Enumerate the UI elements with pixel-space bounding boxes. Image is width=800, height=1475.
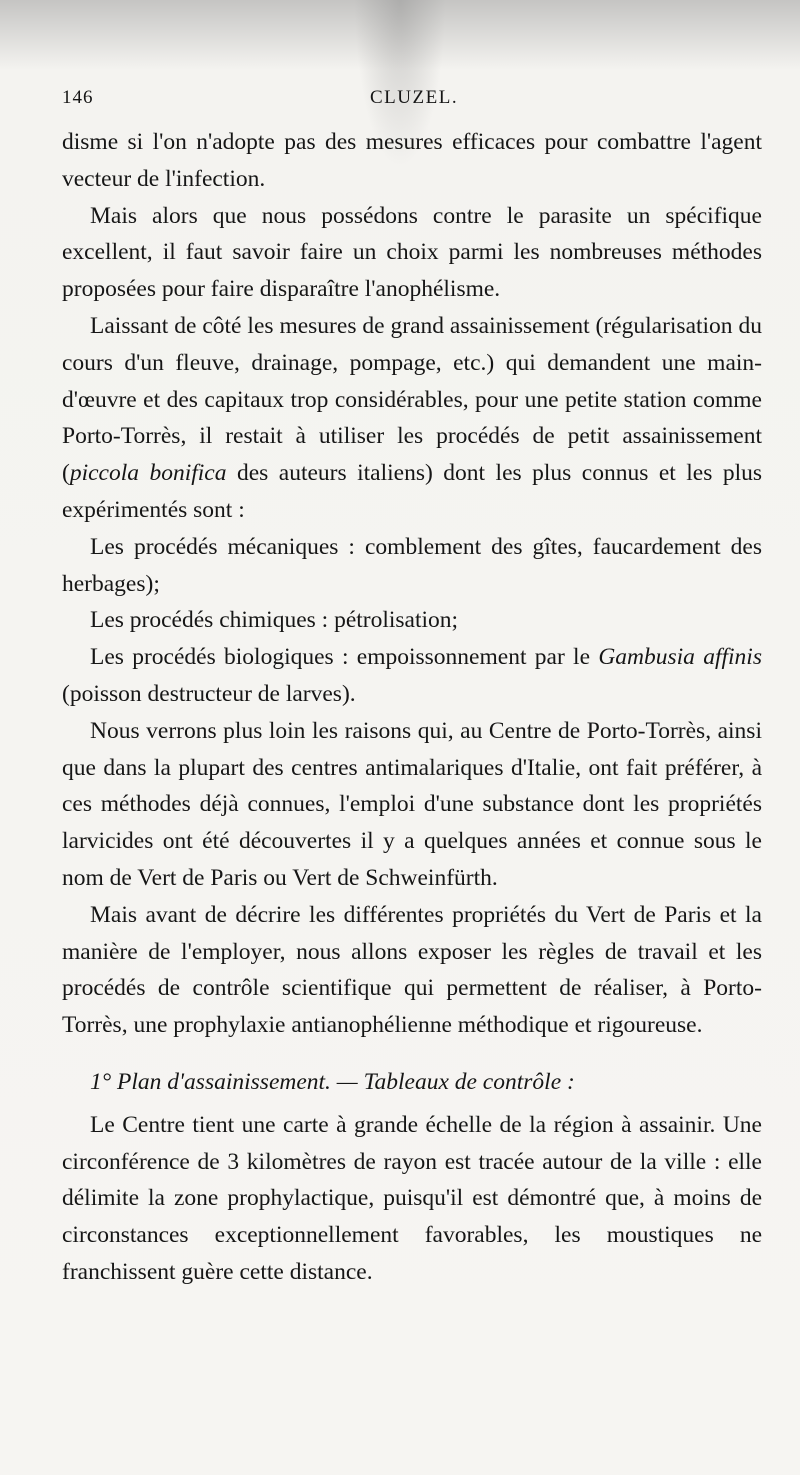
- page-header: [62, 83, 762, 117]
- paragraph-text: (poisson destructeur de larves).: [62, 680, 356, 707]
- paragraph-carte: Le Centre tient une carte à grande échelle de la région à assainir. Une circonférence de 3 kilomètres de rayon est tracée autour de la ville : elle délimite la zone prophylactique, puisqu'il est démontré que, à moins de circonstances exceptionnellement favorables, les moustiques ne franchissent guère cette distance.: [62, 1111, 762, 1285]
- page-body: [62, 124, 762, 1291]
- paragraph-text: des auteurs italiens) dont les plus connus et les plus expérimentés sont :: [62, 460, 763, 523]
- scan-shadow: [0, 0, 800, 70]
- page-number: 146: [62, 87, 94, 108]
- italic-species: Gambusia affinis: [598, 644, 762, 671]
- list-item-mecaniques: Les procédés mécaniques : comblement des gîtes, faucardement des herbages);: [62, 533, 762, 597]
- paragraph-text: Les procédés biologiques : empoissonnement par le: [90, 644, 599, 671]
- list-item-chimiques: Les procédés chimiques : pétrolisation;: [90, 607, 459, 634]
- paragraph-specifique: Mais alors que nous possédons contre le parasite un spécifique excellent, il faut savoir faire un choix parmi les nombreuses méthodes proposées pour faire disparaître l'anophélisme.: [62, 202, 762, 303]
- paragraph-vert-de-paris: Nous verrons plus loin les raisons qui, au Centre de Porto-Torrès, ainsi que dans la plupart des centres antimalariques d'Italie, ont fait préférer, à ces méthodes déjà connues, l'emploi d'une substance dont les propriétés larvicides ont été découvertes il y a quelques années et connue sous le nom de Vert de Paris ou Vert de Schweinfürth.: [62, 717, 762, 891]
- section-heading: 1° Plan d'assainissement. — Tableaux de contrôle :: [90, 1068, 575, 1095]
- list-item-biologiques: [62, 639, 762, 713]
- paragraph-text: Laissant de côté les mesures de grand assainissement (régularisation du cours d'un fleuve, drainage, pompage, etc.) qui demandent une main-d'œuvre et des capitaux trop considérables, pour une petite station comme Porto-Torrès, il restait à utiliser les procédés de petit assainissement (: [62, 312, 762, 487]
- running-head: CLUZEL.: [370, 87, 459, 108]
- paragraph-continuation: disme si l'on n'adopte pas des mesures efficaces pour combattre l'agent vecteur de l'infection.: [62, 129, 762, 192]
- paragraph-regles: Mais avant de décrire les différentes propriétés du Vert de Paris et la manière de l'employer, nous allons exposer les règles de travail et les procédés de contrôle scientifique qui permettent de réaliser, à Porto-Torrès, une prophylaxie antianophélienne méthodique et rigoureuse.: [62, 901, 762, 1039]
- italic-term: piccola bonifica: [69, 460, 227, 487]
- paragraph-assainissement: [62, 308, 762, 529]
